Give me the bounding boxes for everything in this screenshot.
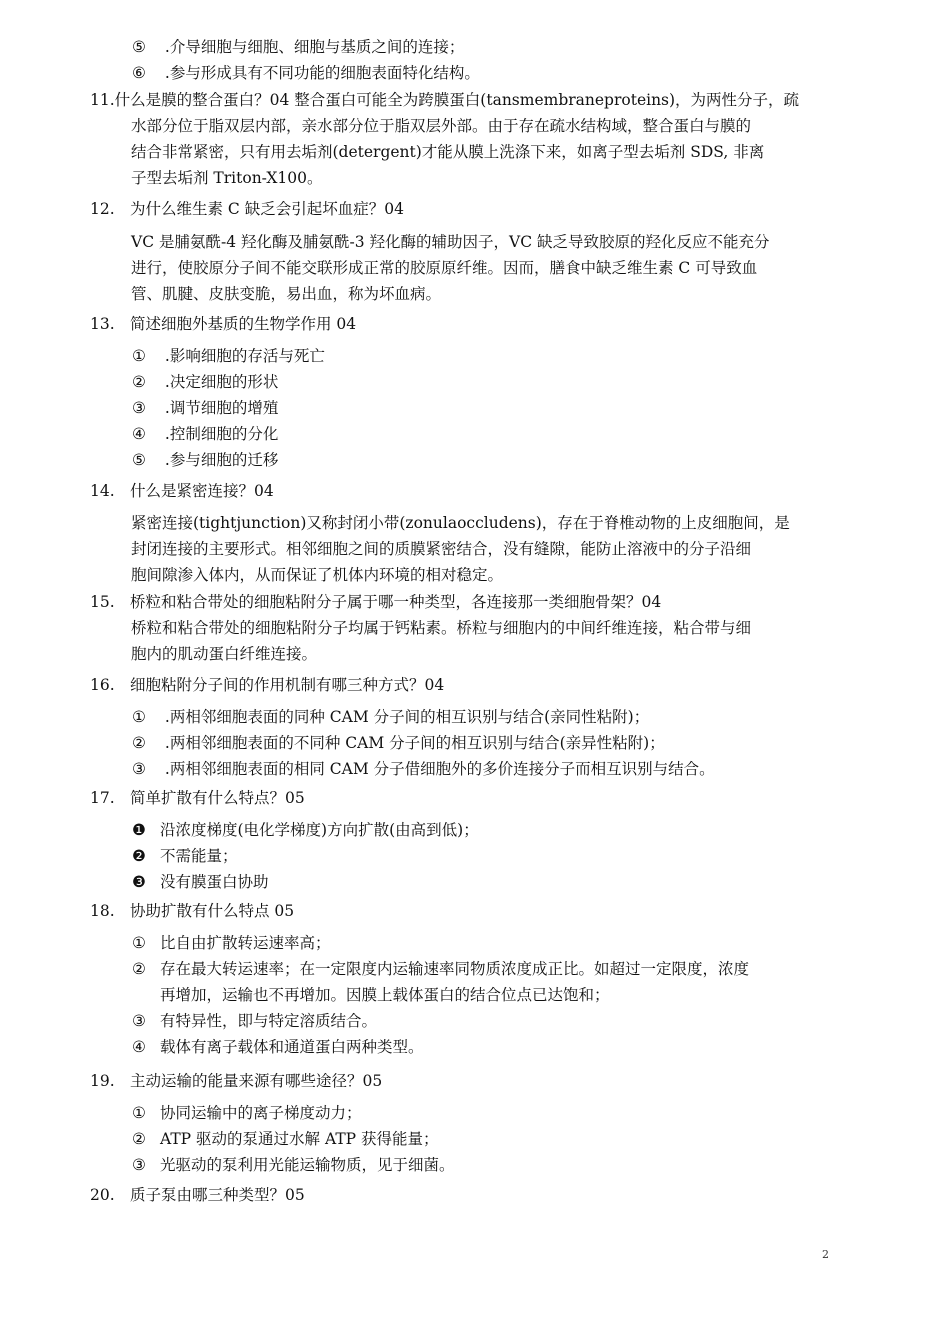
question-19-heading xyxy=(90,1068,382,1094)
paragraph-line: 管、肌腱、皮肤变脆，易出血，称为坏血病。 xyxy=(131,285,442,303)
paragraph-line: 子型去垢剂 Triton-X100。 xyxy=(131,169,323,187)
question-20-heading xyxy=(90,1182,305,1208)
question-number: 12. xyxy=(90,200,115,218)
list-item: ⑤ .介导细胞与细胞、细胞与基质之间的连接； xyxy=(132,38,465,56)
question-number: 13. xyxy=(90,315,115,333)
question-18-list xyxy=(132,930,749,1060)
continued-list xyxy=(132,34,480,86)
question-title: 简单扩散有什么特点？05 xyxy=(130,789,305,807)
question-number: 16. xyxy=(90,676,115,694)
question-number: 18. xyxy=(90,902,115,920)
question-17-heading xyxy=(90,785,305,811)
list-item: ③ .调节细胞的增殖 xyxy=(132,399,279,417)
list-item-continued: 再增加，运输也不再增加。因膜上载体蛋白的结合位点已达饱和； xyxy=(160,986,610,1004)
question-title: 质子泵由哪三种类型？05 xyxy=(130,1186,305,1204)
list-item: ① .两相邻细胞表面的同种 CAM 分子间的相互识别与结合(亲同性粘附)； xyxy=(132,708,650,726)
list-item: ② .决定细胞的形状 xyxy=(132,373,279,391)
list-item: ③ .两相邻细胞表面的相同 CAM 分子借细胞外的多价连接分子而相互识别与结合。 xyxy=(132,760,715,778)
list-item: ② ATP 驱动的泵通过水解 ATP 获得能量； xyxy=(132,1130,439,1148)
list-item: ④ .控制细胞的分化 xyxy=(132,425,279,443)
list-item: ② .两相邻细胞表面的不同种 CAM 分子间的相互识别与结合(亲异性粘附)； xyxy=(132,734,665,752)
question-13-heading xyxy=(90,311,356,337)
list-item: ❷ 不需能量； xyxy=(132,847,238,865)
question-number: 15. xyxy=(90,593,115,611)
paragraph-line: 水部分位于脂双层内部，亲水部分位于脂双层外部。由于存在疏水结构域，整合蛋白与膜的 xyxy=(131,117,752,135)
question-14-answer xyxy=(131,510,790,588)
question-title: 桥粒和粘合带处的细胞粘附分子属于哪一种类型，各连接那一类细胞骨架？04 xyxy=(130,593,662,611)
paragraph-line: VC 是脯氨酰-4 羟化酶及脯氨酰-3 羟化酶的辅助因子，VC 缺乏导致胶原的羟化反应不能充分 xyxy=(131,233,770,251)
question-number: 14. xyxy=(90,482,115,500)
list-item: ⑤ .参与细胞的迁移 xyxy=(132,451,279,469)
question-18-heading xyxy=(90,898,294,924)
question-13-list xyxy=(132,343,325,473)
question-11-continued xyxy=(131,113,764,191)
list-item: ④ 载体有离子载体和通道蛋白两种类型。 xyxy=(132,1038,424,1056)
list-item: ① 协同运输中的离子梯度动力； xyxy=(132,1104,362,1122)
question-number: 20. xyxy=(90,1186,115,1204)
question-number: 19. xyxy=(90,1072,115,1090)
question-11 xyxy=(90,87,799,113)
paragraph-line: 胞内的肌动蛋白纤维连接。 xyxy=(131,645,318,663)
question-title: 简述细胞外基质的生物学作用 04 xyxy=(130,315,357,333)
list-item: ❸ 没有膜蛋白协助 xyxy=(132,873,269,891)
list-item: ① 比自由扩散转运速率高； xyxy=(132,934,331,952)
question-title: 协助扩散有什么特点 05 xyxy=(130,902,295,920)
question-12-answer xyxy=(131,229,770,307)
question-title: 为什么维生素 C 缺乏会引起坏血症？04 xyxy=(130,200,404,218)
list-item: ② 存在最大转运速率；在一定限度内运输速率同物质浓度成正比。如超过一定限度，浓度 xyxy=(132,960,750,978)
question-title: 细胞粘附分子间的作用机制有哪三种方式？04 xyxy=(130,676,445,694)
list-item: ③ 光驱动的泵利用光能运输物质，见于细菌。 xyxy=(132,1156,455,1174)
list-item: ① .影响细胞的存活与死亡 xyxy=(132,347,325,365)
list-item: ❶ 沿浓度梯度(电化学梯度)方向扩散(由高到低)； xyxy=(132,821,479,839)
list-item: ③ 有特异性，即与特定溶质结合。 xyxy=(132,1012,378,1030)
paragraph-line: 紧密连接(tightjunction)又称封闭小带(zonulaoccludens)，存在于脊椎动物的上皮细胞间，是 xyxy=(131,514,790,532)
paragraph-line: 结合非常紧密，只有用去垢剂(detergent)才能从膜上洗涤下来，如离子型去垢剂 SDS, 非离 xyxy=(131,143,765,161)
question-19-list xyxy=(132,1100,455,1178)
question-number: 17. xyxy=(90,789,115,807)
question-title: 什么是紧密连接？04 xyxy=(130,482,274,500)
question-14-heading xyxy=(90,478,274,504)
page-number: 2 xyxy=(822,1248,829,1261)
paragraph-line: 封闭连接的主要形式。相邻细胞之间的质膜紧密结合，没有缝隙，能防止溶液中的分子沿细 xyxy=(131,540,752,558)
question-17-list xyxy=(132,817,479,895)
question-16-heading xyxy=(90,672,444,698)
paragraph-line: 胞间隙渗入体内，从而保证了机体内环境的相对稳定。 xyxy=(131,566,504,584)
question-15-heading xyxy=(90,589,661,615)
paragraph-line: 桥粒和粘合带处的细胞粘附分子均属于钙粘素。桥粒与细胞内的中间纤维连接，粘合带与细 xyxy=(131,619,752,637)
paragraph-line: 进行，使胶原分子间不能交联形成正常的胶原原纤维。因而，膳食中缺乏维生素 C 可导致血 xyxy=(131,259,758,277)
question-12-heading xyxy=(90,196,404,222)
list-item: ⑥ .参与形成具有不同功能的细胞表面特化结构。 xyxy=(132,64,480,82)
question-16-list xyxy=(132,704,715,782)
question-title: 主动运输的能量来源有哪些途径？05 xyxy=(130,1072,383,1090)
paragraph-line: 11.什么是膜的整合蛋白？04 整合蛋白可能全为跨膜蛋白(tansmembraneproteins)，为两性分子，疏 xyxy=(90,91,800,109)
question-15-answer xyxy=(131,615,751,667)
